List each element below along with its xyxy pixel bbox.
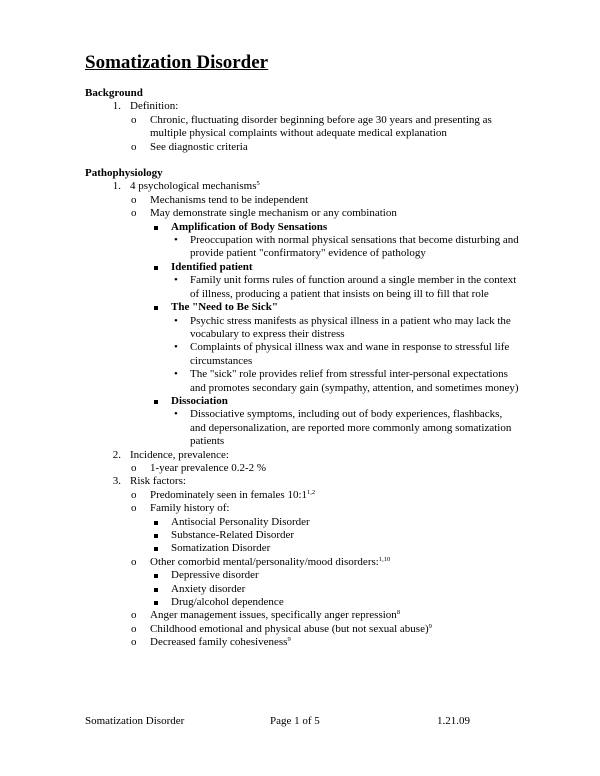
page-footer: [85, 715, 485, 729]
list-item: [85, 489, 525, 502]
list-item: [85, 556, 525, 569]
list-item: [85, 274, 520, 301]
circle-marker: o: [131, 113, 137, 126]
list-item: [85, 100, 525, 113]
list-item-text: See diagnostic criteria: [150, 140, 248, 153]
list-item-text: Depressive disorder: [171, 569, 259, 582]
list-item: [85, 609, 525, 622]
list-item-text: Childhood emotional and physical abuse (but not sexual abuse): [150, 622, 429, 635]
list-item: [85, 569, 525, 582]
list-item: [85, 395, 525, 408]
list-item: [85, 234, 520, 261]
list-item: [85, 636, 525, 649]
footer-title: Somatization Disorder: [85, 715, 185, 727]
list-item-text: Family unit forms rules of function around a single member in the context of illness, producing a patient that insists on being ill to fill that role: [190, 274, 517, 300]
footer-page-number: Page 1 of 5: [270, 715, 320, 727]
list-item-text: Somatization Disorder: [171, 542, 271, 555]
circle-marker: o: [131, 207, 137, 220]
list-item-text: 1-year prevalence 0.2-2 %: [150, 461, 267, 474]
square-bullet-icon: [154, 301, 158, 314]
list-number: 2.: [112, 448, 121, 461]
list-item: [85, 368, 520, 395]
list-item-text: Family history of:: [150, 502, 230, 515]
citation: 9: [428, 622, 432, 630]
list-item-text: Anxiety disorder: [171, 582, 246, 595]
circle-marker: o: [131, 609, 137, 622]
list-item-text: Psychic stress manifests as physical illness in a patient who may lack the vocabulary to express their distress: [190, 314, 511, 340]
list-item-text: Risk factors:: [130, 475, 186, 488]
circle-marker: o: [131, 488, 137, 501]
list-number: 1.: [112, 100, 121, 113]
list-item-text: Drug/alcohol dependence: [171, 596, 284, 609]
citation: 5: [256, 180, 260, 188]
square-bullet-icon: [154, 516, 158, 529]
list-item: [85, 596, 525, 609]
citation: 9: [287, 636, 291, 644]
list-item: [85, 114, 505, 141]
bullet-marker: •: [174, 274, 178, 287]
list-item-text: Chronic, fluctuating disorder beginning before age 30 years and presenting as multiple physical complaints without adequate medical explanation: [150, 113, 492, 140]
square-bullet-icon: [154, 221, 158, 234]
circle-marker: o: [131, 502, 137, 515]
list-item-text: The "sick" role provides relief from stressful inter-personal expectations and promotes secondary gain (sympathy, attention, and sometimes money): [190, 368, 519, 394]
list-item: [85, 516, 525, 529]
circle-marker: o: [131, 555, 137, 568]
bullet-marker: •: [174, 341, 178, 354]
list-item-text: Other comorbid mental/personality/mood disorders:: [150, 555, 379, 568]
list-item-text: Antisocial Personality Disorder: [171, 515, 310, 528]
mechanism-title: Identified patient: [171, 260, 253, 273]
citation: 1,2: [307, 488, 316, 496]
list-item: [85, 315, 520, 342]
list-item: [85, 408, 520, 448]
square-bullet-icon: [154, 542, 158, 555]
square-bullet-icon: [154, 583, 158, 596]
bullet-marker: •: [174, 408, 178, 421]
mechanism-title: Dissociation: [171, 394, 228, 407]
mechanism-title: Amplification of Body Sensations: [171, 220, 328, 233]
list-number: 1.: [112, 180, 121, 193]
list-item: [85, 194, 525, 207]
circle-marker: o: [131, 461, 137, 474]
list-item: [85, 141, 525, 154]
circle-marker: o: [131, 636, 137, 649]
list-item: [85, 623, 525, 636]
page-title: Somatization Disorder: [85, 52, 269, 73]
list-item: [85, 583, 525, 596]
circle-marker: o: [131, 140, 137, 153]
section-heading-pathophysiology: Pathophysiology: [85, 167, 163, 180]
list-item: [85, 180, 525, 193]
list-item-text: May demonstrate single mechanism or any combination: [150, 207, 397, 220]
list-item: [85, 207, 525, 220]
square-bullet-icon: [154, 261, 158, 274]
footer-date: 1.21.09: [437, 715, 470, 727]
mechanism-title: The "Need to Be Sick": [171, 301, 278, 314]
list-item: [85, 462, 525, 475]
bullet-marker: •: [174, 314, 178, 327]
list-item-text: Anger management issues, specifically anger repression: [150, 609, 397, 622]
bullet-marker: •: [174, 234, 178, 247]
list-item: [85, 301, 525, 314]
list-item: [85, 449, 525, 462]
list-item-text: Dissociative symptoms, including out of body experiences, flashbacks, and depersonalization, are reported more commonly among somatization patients: [190, 408, 512, 448]
circle-marker: o: [131, 193, 137, 206]
list-item-text: Mechanisms tend to be independent: [150, 193, 309, 206]
list-item-text: Decreased family cohesiveness: [150, 636, 288, 649]
list-item: [85, 341, 520, 368]
square-bullet-icon: [154, 529, 158, 542]
square-bullet-icon: [154, 395, 158, 408]
document-body: [85, 87, 525, 650]
list-item-text: 4 psychological mechanisms: [130, 180, 257, 193]
list-item-text: Substance-Related Disorder: [171, 529, 295, 541]
circle-marker: o: [131, 622, 137, 635]
square-bullet-icon: [154, 569, 158, 582]
list-item: [85, 542, 525, 555]
list-item-text: Predominately seen in females 10:1: [150, 488, 308, 501]
citation: 8: [396, 609, 401, 617]
citation: 1,10: [378, 555, 391, 563]
list-number: 3.: [112, 475, 121, 488]
list-item-text: Preoccupation with normal physical sensations that become disturbing and provide patient "confirmatory" evidence of pathology: [190, 234, 519, 260]
list-item: [85, 221, 525, 234]
list-item: [85, 261, 525, 274]
list-item-text: Definition:: [130, 100, 179, 113]
list-item-text: Incidence, prevalence:: [130, 448, 229, 461]
list-item: [85, 529, 525, 542]
bullet-marker: •: [174, 368, 178, 381]
list-item-text: Complaints of physical illness wax and wane in response to stressful life circumstances: [190, 341, 510, 367]
section-heading-background: Background: [85, 87, 143, 99]
square-bullet-icon: [154, 596, 158, 609]
list-item: [85, 475, 525, 488]
list-item: [85, 502, 525, 515]
